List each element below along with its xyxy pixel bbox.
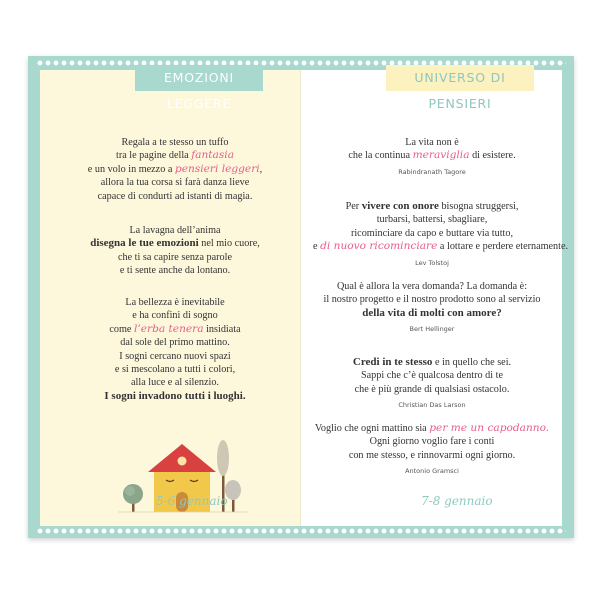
text-segment: e si mescolano a tutti i colori, xyxy=(114,364,236,376)
text-line xyxy=(56,163,294,176)
text-line xyxy=(56,224,294,237)
text-line xyxy=(313,307,551,320)
text-line xyxy=(56,363,294,376)
text-line xyxy=(56,264,294,277)
text-segment: capace di condurti ad istanti di magia. xyxy=(97,190,253,202)
text-segment: e in quello che sei. xyxy=(432,357,512,368)
highlight-text: per me un capodanno. xyxy=(429,422,550,434)
text-line xyxy=(56,237,294,250)
bold-text: I sogni invadono tutti i luoghi. xyxy=(104,389,246,402)
text-line xyxy=(56,149,294,162)
highlight-text: pensieri leggeri xyxy=(174,162,260,175)
highlight-text: di nuovo ricominciare xyxy=(320,240,438,253)
text-line xyxy=(313,435,551,448)
quote-block xyxy=(313,136,551,179)
text-line xyxy=(56,309,294,322)
quote-author: Christian Das Larson xyxy=(398,401,466,410)
text-line xyxy=(313,227,551,240)
text-line xyxy=(56,323,294,336)
text-segment: bisogna struggersi, xyxy=(438,201,519,212)
text-segment: che ti sa capire senza parole xyxy=(118,251,232,263)
section-title-left: EMOZIONI LEGGERE xyxy=(135,65,263,91)
text-line xyxy=(313,240,569,253)
text-line xyxy=(56,296,294,309)
text-line xyxy=(313,369,551,382)
text-segment: I sogni cercano nuovi spazi xyxy=(119,350,231,362)
text-line xyxy=(313,280,551,293)
house-round-window xyxy=(178,457,187,466)
text-segment: ricominciare da capo e buttare via tutto, xyxy=(350,227,514,239)
text-segment: a lottare e perdere eternamente. xyxy=(437,241,569,253)
quote-author: Antonio Gramsci xyxy=(405,467,459,476)
quote-block xyxy=(313,280,551,337)
left-page xyxy=(40,70,301,526)
highlight-text: l’erba tenera xyxy=(133,322,204,335)
poem-block xyxy=(56,296,294,403)
text-line xyxy=(56,350,294,363)
text-segment: Ogni giorno voglio fare i conti xyxy=(369,436,495,448)
poem-block xyxy=(56,224,294,278)
text-line xyxy=(313,149,551,162)
text-line xyxy=(56,336,294,349)
text-segment: Qual è allora la vera domanda? La domanda è: xyxy=(336,281,528,292)
section-title-right: UNIVERSO DI PENSIERI xyxy=(386,65,534,91)
text-line xyxy=(313,200,551,213)
poem-block xyxy=(56,136,294,203)
bold-text: Credi in te stesso xyxy=(352,356,433,368)
text-segment: allora la tua corsa si farà danza lieve xyxy=(100,177,250,189)
text-line xyxy=(313,213,551,226)
highlight-text: meraviglia xyxy=(412,149,470,162)
text-segment: Regala a te stesso un tuffo xyxy=(121,137,229,148)
text-segment: come xyxy=(109,323,134,335)
text-line xyxy=(56,390,294,403)
text-line xyxy=(56,251,294,264)
right-page xyxy=(301,70,569,526)
text-segment: nel mio cuore, xyxy=(198,238,260,250)
tall-tree-icon xyxy=(217,440,229,476)
text-segment: , xyxy=(259,163,263,175)
text-segment: che la continua xyxy=(348,150,413,162)
date-label-right: 7-8 gennaio xyxy=(421,494,493,508)
text-line xyxy=(56,136,294,149)
text-line xyxy=(56,190,294,203)
text-segment: e un volo in mezzo a xyxy=(87,163,175,175)
bold-text: disegna le tue emozioni xyxy=(90,237,199,250)
scalloped-border-bottom xyxy=(36,527,566,535)
text-segment: e ti sente anche da lontano. xyxy=(119,265,231,277)
quote-author: Rabindranath Tagore xyxy=(398,167,466,176)
text-segment: La bellezza è inevitabile xyxy=(125,297,225,308)
text-segment: Per xyxy=(345,201,362,212)
text-segment: e ha confini di sogno xyxy=(132,310,218,322)
text-segment: La vita non è xyxy=(405,137,459,148)
text-segment: che è più grande di qualsiasi ostacolo. xyxy=(354,383,510,395)
text-line xyxy=(313,449,551,462)
text-segment: Sappi che c’è qualcosa dentro di te xyxy=(360,370,503,382)
text-segment: dal sole del primo mattino. xyxy=(120,337,230,349)
text-line xyxy=(313,383,551,396)
quote-block xyxy=(313,200,569,270)
text-segment: turbarsi, battersi, sbagliare, xyxy=(376,214,488,226)
highlight-text: fantasia xyxy=(191,149,235,162)
text-line xyxy=(313,422,551,435)
text-segment: insidiata xyxy=(203,323,241,335)
quote-author: Lev Tolstoj xyxy=(415,258,449,267)
text-segment: Voglio che ogni mattino sia xyxy=(314,423,430,434)
text-segment: con me stesso, e rinnovarmi ogni giorno. xyxy=(348,449,516,461)
bold-text: della vita di molti con amore? xyxy=(362,306,502,319)
text-segment: tra le pagine della xyxy=(115,150,192,162)
text-segment: e xyxy=(313,241,321,253)
quote-block xyxy=(313,422,551,479)
bold-text: vivere con onore xyxy=(361,200,439,212)
text-line xyxy=(313,136,551,149)
text-line xyxy=(56,176,294,189)
text-segment: di esistere. xyxy=(469,150,516,162)
book-spread xyxy=(28,56,574,538)
text-line xyxy=(313,293,551,306)
date-label-left: 5-6 gennaio xyxy=(156,494,228,508)
text-line xyxy=(56,376,294,389)
text-segment: La lavagna dell’anima xyxy=(129,225,221,236)
text-segment: alla luce e al silenzio. xyxy=(131,377,219,389)
quote-block xyxy=(313,356,551,413)
text-line xyxy=(313,356,551,369)
quote-author: Bert Hellinger xyxy=(409,325,455,334)
text-segment: il nostro progetto e il nostro prodotto sono al servizio xyxy=(323,294,541,306)
